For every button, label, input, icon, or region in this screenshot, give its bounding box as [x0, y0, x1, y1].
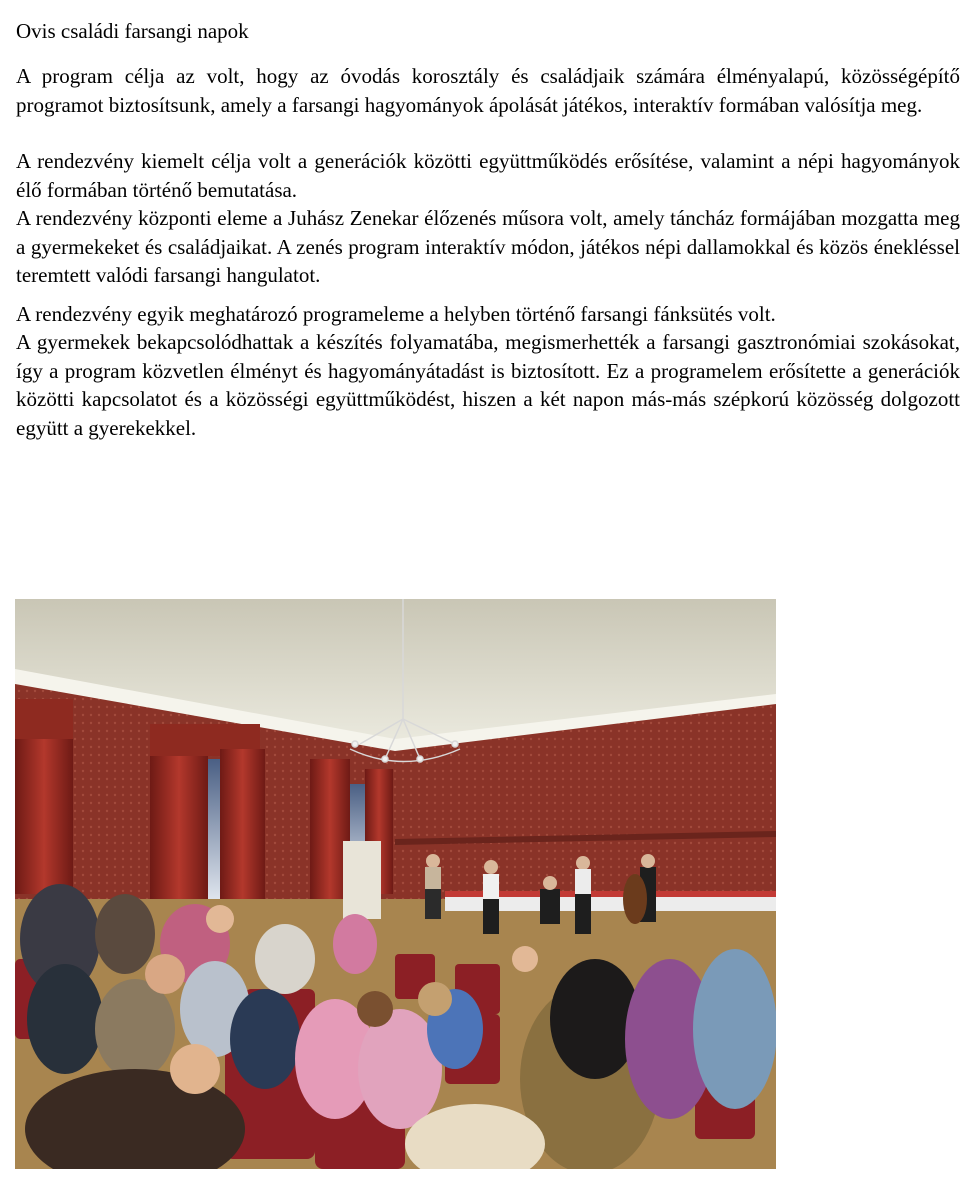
event-photo: [15, 599, 776, 1169]
paragraph-5: A gyermekek bekapcsolódhattak a készítés folyamatába, megismerhették a farsangi gasztronómiai szokásokat, így a program közvetlen élményt és hagyományátadást is biztosított. Ez a programelem erősítette a generációk közötti kapcsolatot és a közösségi együttműködést, hiszen a két napon más-más szépkorú közösség dolgozott együtt a gyerekekkel.: [16, 330, 960, 440]
paragraph-3: A rendezvény központi eleme a Juhász Zenekar élőzenés műsora volt, amely táncház formájában mozgatta meg a gyermekeket és családjaikat. A zenés program interaktív módon, játékos népi dallamokkal és közös énekléssel teremtett valódi farsangi hangulatot.: [16, 206, 960, 287]
roll-up-banner: [343, 841, 381, 919]
paragraph-2: A rendezvény kiemelt célja volt a generációk közötti együttműködés erősítése, valamint a népi hagyományok élő formában történő bemutatása.: [16, 149, 960, 202]
page-title: Ovis családi farsangi napok: [16, 19, 249, 43]
paragraph-1: A program célja az volt, hogy az óvodás korosztály és családjaik számára élményalapú, közösségépítő programot biztosítsunk, amely a farsangi hagyományok ápolását játékos, interaktív formában valósítja meg.: [16, 64, 960, 117]
document-body: [16, 18, 960, 442]
paragraph-4: A rendezvény egyik meghatározó programeleme a helyben történő farsangi fánksütés volt.: [16, 301, 776, 326]
